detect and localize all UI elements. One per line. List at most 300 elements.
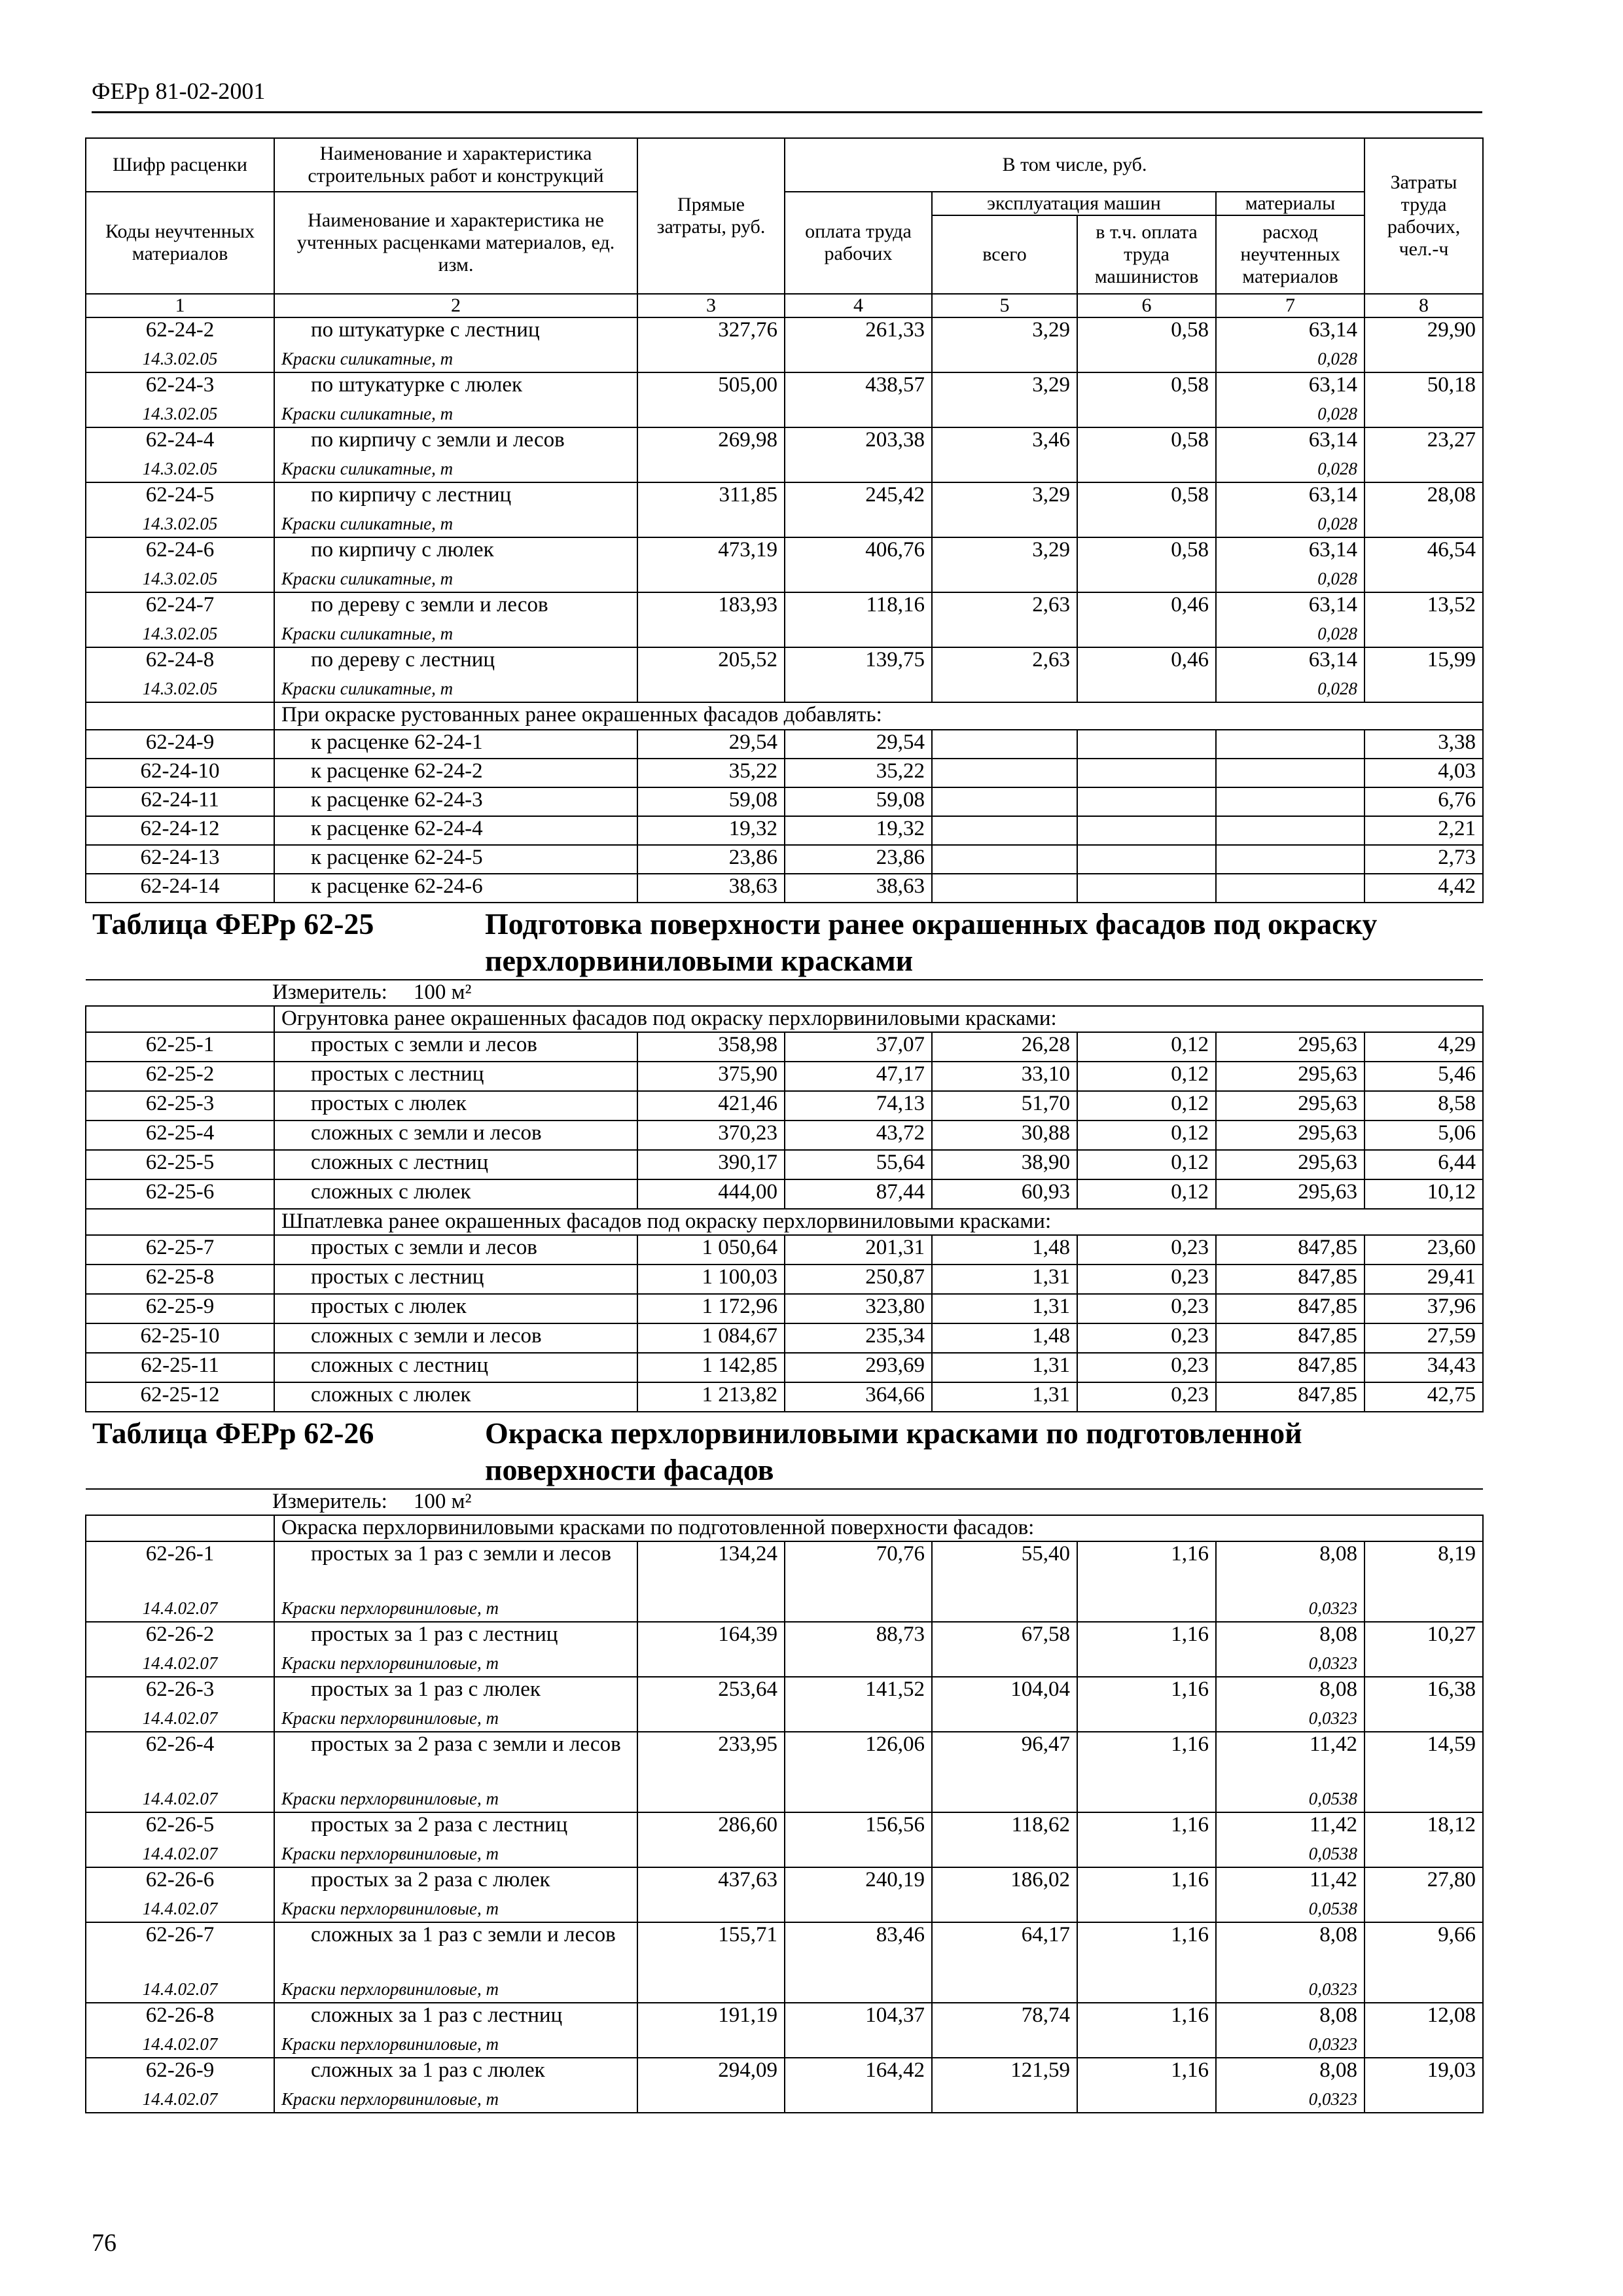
direct-costs: 59,08 bbox=[637, 787, 785, 816]
material-row bbox=[86, 1596, 1483, 1622]
empty-cell bbox=[932, 1787, 1077, 1812]
measure-label: Измеритель: bbox=[272, 980, 387, 1004]
rate-row bbox=[86, 1812, 1483, 1842]
rate-row bbox=[86, 1382, 1483, 1412]
section-note: При окраске рустованных ранее окрашенных фасадов добавлять: bbox=[274, 702, 1483, 730]
labor-hours: 2,21 bbox=[1364, 816, 1483, 845]
machines-total: 1,31 bbox=[932, 1353, 1077, 1382]
empty-cell bbox=[1364, 1651, 1483, 1677]
material-code: 14.3.02.05 bbox=[86, 622, 274, 647]
materials-cost: 295,63 bbox=[1216, 1091, 1364, 1121]
empty-cell bbox=[1077, 347, 1216, 372]
empty-cell bbox=[1077, 874, 1216, 903]
empty-cell bbox=[1077, 787, 1216, 816]
table-title-row bbox=[86, 903, 1483, 980]
material-row bbox=[86, 1977, 1483, 2003]
page-number: 76 bbox=[92, 2229, 116, 2257]
worker-wages: 240,19 bbox=[785, 1867, 932, 1897]
machine-operators-wages: 0,46 bbox=[1077, 592, 1216, 622]
empty-cell bbox=[785, 1842, 932, 1867]
empty-cell bbox=[1216, 759, 1364, 787]
labor-hours: 13,52 bbox=[1364, 592, 1483, 622]
worker-wages: 203,38 bbox=[785, 427, 932, 457]
work-description: по кирпичу с люлек bbox=[274, 537, 637, 567]
rate-code: 62-24-3 bbox=[86, 372, 274, 402]
machines-total: 67,58 bbox=[932, 1622, 1077, 1651]
material-name: Краски силикатные, т bbox=[274, 622, 637, 647]
empty-cell bbox=[637, 1706, 785, 1732]
machine-operators-wages: 0,12 bbox=[1077, 1121, 1216, 1150]
material-code: 14.3.02.05 bbox=[86, 402, 274, 427]
measure bbox=[86, 1489, 1483, 1515]
machine-operators-wages: 0,12 bbox=[1077, 1150, 1216, 1179]
empty-cell bbox=[637, 2032, 785, 2058]
machine-operators-wages: 0,23 bbox=[1077, 1294, 1216, 1323]
rate-code: 62-24-9 bbox=[86, 730, 274, 759]
rate-row bbox=[86, 1179, 1483, 1209]
rate-row bbox=[86, 1294, 1483, 1323]
labor-hours: 3,38 bbox=[1364, 730, 1483, 759]
labor-hours: 2,73 bbox=[1364, 845, 1483, 874]
machines-total: 1,31 bbox=[932, 1265, 1077, 1294]
direct-costs: 183,93 bbox=[637, 592, 785, 622]
worker-wages: 35,22 bbox=[785, 759, 932, 787]
machines-total: 3,29 bbox=[932, 317, 1077, 347]
direct-costs: 1 142,85 bbox=[637, 1353, 785, 1382]
worker-wages: 38,63 bbox=[785, 874, 932, 903]
labor-hours: 6,76 bbox=[1364, 787, 1483, 816]
header-rule bbox=[92, 111, 1482, 113]
section-note-row bbox=[86, 1209, 1483, 1235]
material-code: 14.4.02.07 bbox=[86, 1897, 274, 1922]
machine-operators-wages: 1,16 bbox=[1077, 2003, 1216, 2032]
worker-wages: 156,56 bbox=[785, 1812, 932, 1842]
direct-costs: 1 100,03 bbox=[637, 1265, 785, 1294]
direct-costs: 38,63 bbox=[637, 874, 785, 903]
col-number: 3 bbox=[637, 294, 785, 317]
col-machines-total-header: всего bbox=[932, 215, 1077, 294]
worker-wages: 323,80 bbox=[785, 1294, 932, 1323]
worker-wages: 141,52 bbox=[785, 1677, 932, 1706]
work-description: сложных с люлек bbox=[274, 1382, 637, 1412]
empty-cell bbox=[785, 402, 932, 427]
empty-cell bbox=[932, 1977, 1077, 2003]
material-code: 14.4.02.07 bbox=[86, 1706, 274, 1732]
direct-costs: 29,54 bbox=[637, 730, 785, 759]
empty-cell bbox=[637, 567, 785, 592]
work-description: простых с люлек bbox=[274, 1091, 637, 1121]
direct-costs: 35,22 bbox=[637, 759, 785, 787]
empty-cell bbox=[1216, 845, 1364, 874]
worker-wages: 245,42 bbox=[785, 482, 932, 512]
rate-row bbox=[86, 1922, 1483, 1977]
material-quantity: 0,028 bbox=[1216, 512, 1364, 537]
rate-code: 62-25-4 bbox=[86, 1121, 274, 1150]
rate-code: 62-26-7 bbox=[86, 1922, 274, 1977]
material-quantity: 0,0323 bbox=[1216, 2032, 1364, 2058]
empty-cell bbox=[932, 845, 1077, 874]
machines-total: 1,31 bbox=[932, 1382, 1077, 1412]
rate-row bbox=[86, 1091, 1483, 1121]
empty-cell bbox=[1364, 402, 1483, 427]
machine-operators-wages: 0,12 bbox=[1077, 1032, 1216, 1062]
material-name: Краски силикатные, т bbox=[274, 402, 637, 427]
direct-costs: 437,63 bbox=[637, 1867, 785, 1897]
machines-total: 2,63 bbox=[932, 647, 1077, 677]
worker-wages: 70,76 bbox=[785, 1541, 932, 1596]
work-description: сложных с лестниц bbox=[274, 1353, 637, 1382]
worker-wages: 406,76 bbox=[785, 537, 932, 567]
machine-operators-wages: 0,58 bbox=[1077, 482, 1216, 512]
material-row bbox=[86, 1897, 1483, 1922]
material-code: 14.4.02.07 bbox=[86, 1842, 274, 1867]
material-name: Краски перхлорвиниловые, т bbox=[274, 1977, 637, 2003]
machine-operators-wages: 1,16 bbox=[1077, 1677, 1216, 1706]
machines-total: 78,74 bbox=[932, 2003, 1077, 2032]
material-code: 14.4.02.07 bbox=[86, 1977, 274, 2003]
empty-cell bbox=[932, 730, 1077, 759]
direct-costs: 134,24 bbox=[637, 1541, 785, 1596]
table-title bbox=[86, 903, 1483, 980]
empty-cell bbox=[932, 622, 1077, 647]
empty-cell bbox=[932, 1897, 1077, 1922]
material-code: 14.3.02.05 bbox=[86, 677, 274, 702]
direct-costs: 205,52 bbox=[637, 647, 785, 677]
material-row bbox=[86, 457, 1483, 482]
material-code: 14.4.02.07 bbox=[86, 2087, 274, 2113]
empty-cell bbox=[1077, 567, 1216, 592]
rate-code: 62-24-13 bbox=[86, 845, 274, 874]
machines-total: 186,02 bbox=[932, 1867, 1077, 1897]
materials-cost: 63,14 bbox=[1216, 537, 1364, 567]
labor-hours: 27,80 bbox=[1364, 1867, 1483, 1897]
material-name: Краски перхлорвиниловые, т bbox=[274, 2087, 637, 2113]
empty-cell bbox=[932, 787, 1077, 816]
machine-operators-wages: 1,16 bbox=[1077, 1922, 1216, 1977]
col-wages-header: оплата труда рабочих bbox=[785, 192, 932, 294]
labor-hours: 10,12 bbox=[1364, 1179, 1483, 1209]
empty-cell bbox=[1364, 457, 1483, 482]
empty-cell bbox=[1216, 787, 1364, 816]
empty-cell bbox=[637, 347, 785, 372]
direct-costs: 421,46 bbox=[637, 1091, 785, 1121]
rate-row bbox=[86, 874, 1483, 903]
machine-operators-wages: 0,58 bbox=[1077, 372, 1216, 402]
work-description: сложных с люлек bbox=[274, 1179, 637, 1209]
worker-wages: 250,87 bbox=[785, 1265, 932, 1294]
worker-wages: 201,31 bbox=[785, 1235, 932, 1265]
material-name: Краски перхлорвиниловые, т bbox=[274, 1596, 637, 1622]
work-description: простых с земли и лесов bbox=[274, 1235, 637, 1265]
direct-costs: 191,19 bbox=[637, 2003, 785, 2032]
rate-row bbox=[86, 592, 1483, 622]
machine-operators-wages: 0,23 bbox=[1077, 1235, 1216, 1265]
rate-code: 62-24-14 bbox=[86, 874, 274, 903]
empty-cell bbox=[637, 402, 785, 427]
rate-code: 62-26-1 bbox=[86, 1541, 274, 1596]
material-row bbox=[86, 1787, 1483, 1812]
worker-wages: 364,66 bbox=[785, 1382, 932, 1412]
work-description: сложных за 1 раз с лестниц bbox=[274, 2003, 637, 2032]
machine-operators-wages: 0,12 bbox=[1077, 1091, 1216, 1121]
col-number: 4 bbox=[785, 294, 932, 317]
work-description: сложных за 1 раз с люлек bbox=[274, 2058, 637, 2087]
labor-hours: 9,66 bbox=[1364, 1922, 1483, 1977]
material-quantity: 0,0323 bbox=[1216, 1706, 1364, 1732]
work-description: к расценке 62-24-4 bbox=[274, 816, 637, 845]
empty-cell bbox=[932, 2032, 1077, 2058]
labor-hours: 14,59 bbox=[1364, 1732, 1483, 1787]
empty-cell bbox=[1077, 1897, 1216, 1922]
empty-cell bbox=[932, 402, 1077, 427]
worker-wages: 118,16 bbox=[785, 592, 932, 622]
direct-costs: 1 050,64 bbox=[637, 1235, 785, 1265]
direct-costs: 473,19 bbox=[637, 537, 785, 567]
work-description: по дереву с лестниц bbox=[274, 647, 637, 677]
measure-label: Измеритель: bbox=[272, 1490, 387, 1513]
machines-total: 2,63 bbox=[932, 592, 1077, 622]
material-quantity: 0,028 bbox=[1216, 677, 1364, 702]
empty-cell bbox=[785, 1651, 932, 1677]
empty-cell bbox=[785, 457, 932, 482]
rate-code: 62-26-5 bbox=[86, 1812, 274, 1842]
materials-cost: 8,08 bbox=[1216, 2058, 1364, 2087]
empty-cell bbox=[932, 512, 1077, 537]
material-name: Краски силикатные, т bbox=[274, 347, 637, 372]
col-work-header: Наименование и характеристика строительных работ и конструкций bbox=[274, 138, 637, 192]
col-number: 7 bbox=[1216, 294, 1364, 317]
direct-costs: 155,71 bbox=[637, 1922, 785, 1977]
table-title bbox=[86, 1412, 1483, 1489]
empty-cell bbox=[637, 1787, 785, 1812]
rate-code: 62-26-8 bbox=[86, 2003, 274, 2032]
rate-code: 62-26-9 bbox=[86, 2058, 274, 2087]
machine-operators-wages: 1,16 bbox=[1077, 1541, 1216, 1596]
col-number: 5 bbox=[932, 294, 1077, 317]
materials-cost: 295,63 bbox=[1216, 1179, 1364, 1209]
material-quantity: 0,0323 bbox=[1216, 1651, 1364, 1677]
empty-cell bbox=[785, 1897, 932, 1922]
rate-row bbox=[86, 1732, 1483, 1787]
direct-costs: 164,39 bbox=[637, 1622, 785, 1651]
worker-wages: 293,69 bbox=[785, 1353, 932, 1382]
direct-costs: 23,86 bbox=[637, 845, 785, 874]
labor-hours: 23,27 bbox=[1364, 427, 1483, 457]
machine-operators-wages: 0,58 bbox=[1077, 427, 1216, 457]
labor-hours: 29,90 bbox=[1364, 317, 1483, 347]
labor-hours: 4,29 bbox=[1364, 1032, 1483, 1062]
empty-cell bbox=[1364, 1897, 1483, 1922]
direct-costs: 505,00 bbox=[637, 372, 785, 402]
labor-hours: 18,12 bbox=[1364, 1812, 1483, 1842]
empty-cell bbox=[1364, 2032, 1483, 2058]
measure-value: 100 м² bbox=[413, 1490, 472, 1513]
rates-table bbox=[85, 137, 1484, 2113]
material-name: Краски силикатные, т bbox=[274, 457, 637, 482]
material-code: 14.4.02.07 bbox=[86, 1651, 274, 1677]
rate-code: 62-25-7 bbox=[86, 1235, 274, 1265]
labor-hours: 27,59 bbox=[1364, 1323, 1483, 1353]
empty-cell bbox=[932, 677, 1077, 702]
rate-row bbox=[86, 647, 1483, 677]
measure-row bbox=[86, 1489, 1483, 1515]
worker-wages: 43,72 bbox=[785, 1121, 932, 1150]
rate-row bbox=[86, 1353, 1483, 1382]
worker-wages: 87,44 bbox=[785, 1179, 932, 1209]
materials-cost: 63,14 bbox=[1216, 647, 1364, 677]
labor-hours: 34,43 bbox=[1364, 1353, 1483, 1382]
work-description: сложных с лестниц bbox=[274, 1150, 637, 1179]
empty-cell bbox=[1077, 1787, 1216, 1812]
labor-hours: 15,99 bbox=[1364, 647, 1483, 677]
material-name: Краски перхлорвиниловые, т bbox=[274, 1706, 637, 1732]
empty-cell bbox=[1077, 759, 1216, 787]
empty-cell bbox=[1364, 1977, 1483, 2003]
work-description: к расценке 62-24-1 bbox=[274, 730, 637, 759]
empty-cell bbox=[1216, 874, 1364, 903]
machines-total: 33,10 bbox=[932, 1062, 1077, 1091]
materials-cost: 8,08 bbox=[1216, 2003, 1364, 2032]
section-note-row bbox=[86, 1515, 1483, 1541]
empty-cell bbox=[637, 457, 785, 482]
machine-operators-wages: 0,23 bbox=[1077, 1323, 1216, 1353]
column-numbers-row bbox=[86, 294, 1483, 317]
direct-costs: 370,23 bbox=[637, 1121, 785, 1150]
material-row bbox=[86, 2032, 1483, 2058]
machines-total: 3,29 bbox=[932, 537, 1077, 567]
empty-cell bbox=[932, 347, 1077, 372]
materials-cost: 295,63 bbox=[1216, 1121, 1364, 1150]
empty-cell bbox=[1364, 622, 1483, 647]
rate-row bbox=[86, 1121, 1483, 1150]
empty-cell bbox=[637, 1842, 785, 1867]
rate-code: 62-24-4 bbox=[86, 427, 274, 457]
rate-code: 62-24-6 bbox=[86, 537, 274, 567]
labor-hours: 16,38 bbox=[1364, 1677, 1483, 1706]
empty-cell bbox=[1364, 677, 1483, 702]
materials-cost: 295,63 bbox=[1216, 1062, 1364, 1091]
rate-row bbox=[86, 845, 1483, 874]
rate-row bbox=[86, 1032, 1483, 1062]
work-description: по дереву с земли и лесов bbox=[274, 592, 637, 622]
empty-cell bbox=[86, 1006, 274, 1032]
materials-cost: 8,08 bbox=[1216, 1622, 1364, 1651]
empty-cell bbox=[1077, 1706, 1216, 1732]
empty-cell bbox=[785, 2032, 932, 2058]
empty-cell bbox=[1364, 1706, 1483, 1732]
empty-cell bbox=[637, 1897, 785, 1922]
machines-total: 104,04 bbox=[932, 1677, 1077, 1706]
material-quantity: 0,028 bbox=[1216, 567, 1364, 592]
labor-hours: 42,75 bbox=[1364, 1382, 1483, 1412]
empty-cell bbox=[1077, 1977, 1216, 2003]
material-code: 14.3.02.05 bbox=[86, 512, 274, 537]
machines-total: 64,17 bbox=[932, 1922, 1077, 1977]
material-row bbox=[86, 567, 1483, 592]
empty-cell bbox=[785, 1706, 932, 1732]
empty-cell bbox=[1077, 457, 1216, 482]
material-name: Краски перхлорвиниловые, т bbox=[274, 1897, 637, 1922]
work-description: по штукатурке с лестниц bbox=[274, 317, 637, 347]
materials-cost: 295,63 bbox=[1216, 1032, 1364, 1062]
empty-cell bbox=[932, 457, 1077, 482]
col-matcode-header: Коды неучтенных материалов bbox=[86, 192, 274, 294]
empty-cell bbox=[86, 1209, 274, 1235]
col-unaccounted-header: расход неучтенных материалов bbox=[1216, 215, 1364, 294]
labor-hours: 5,46 bbox=[1364, 1062, 1483, 1091]
empty-cell bbox=[637, 677, 785, 702]
col-labor-header: Затраты труда рабочих, чел.-ч bbox=[1364, 138, 1483, 294]
rate-code: 62-24-11 bbox=[86, 787, 274, 816]
machine-operators-wages: 0,23 bbox=[1077, 1265, 1216, 1294]
material-name: Краски перхлорвиниловые, т bbox=[274, 1787, 637, 1812]
labor-hours: 19,03 bbox=[1364, 2058, 1483, 2087]
rate-code: 62-25-12 bbox=[86, 1382, 274, 1412]
machine-operators-wages: 1,16 bbox=[1077, 1867, 1216, 1897]
empty-cell bbox=[1364, 567, 1483, 592]
material-name: Краски перхлорвиниловые, т bbox=[274, 1651, 637, 1677]
work-description: простых за 1 раз с земли и лесов bbox=[274, 1541, 637, 1596]
material-code: 14.3.02.05 bbox=[86, 457, 274, 482]
empty-cell bbox=[785, 567, 932, 592]
material-code: 14.3.02.05 bbox=[86, 567, 274, 592]
direct-costs: 327,76 bbox=[637, 317, 785, 347]
empty-cell bbox=[1077, 1651, 1216, 1677]
materials-cost: 63,14 bbox=[1216, 427, 1364, 457]
rate-row bbox=[86, 1235, 1483, 1265]
labor-hours: 37,96 bbox=[1364, 1294, 1483, 1323]
direct-costs: 444,00 bbox=[637, 1179, 785, 1209]
rate-code: 62-25-8 bbox=[86, 1265, 274, 1294]
direct-costs: 1 172,96 bbox=[637, 1294, 785, 1323]
materials-cost: 8,08 bbox=[1216, 1541, 1364, 1596]
rate-code: 62-24-5 bbox=[86, 482, 274, 512]
worker-wages: 104,37 bbox=[785, 2003, 932, 2032]
materials-cost: 8,08 bbox=[1216, 1922, 1364, 1977]
empty-cell bbox=[1077, 1842, 1216, 1867]
col-materials-header: материалы bbox=[1216, 192, 1364, 215]
work-description: простых за 1 раз с лестниц bbox=[274, 1622, 637, 1651]
materials-cost: 295,63 bbox=[1216, 1150, 1364, 1179]
measure-value: 100 м² bbox=[413, 980, 472, 1004]
machine-operators-wages: 0,46 bbox=[1077, 647, 1216, 677]
work-description: сложных с земли и лесов bbox=[274, 1323, 637, 1353]
rate-row bbox=[86, 1062, 1483, 1091]
material-row bbox=[86, 402, 1483, 427]
materials-cost: 8,08 bbox=[1216, 1677, 1364, 1706]
material-row bbox=[86, 347, 1483, 372]
materials-cost: 11,42 bbox=[1216, 1732, 1364, 1787]
section-note: Окраска перхлорвиниловыми красками по подготовленной поверхности фасадов: bbox=[274, 1515, 1483, 1541]
empty-cell bbox=[1364, 1787, 1483, 1812]
material-name: Краски перхлорвиниловые, т bbox=[274, 2032, 637, 2058]
rate-code: 62-24-7 bbox=[86, 592, 274, 622]
rate-code: 62-26-2 bbox=[86, 1622, 274, 1651]
empty-cell bbox=[1364, 347, 1483, 372]
section-note: Шпатлевка ранее окрашенных фасадов под окраску перхлорвиниловыми красками: bbox=[274, 1209, 1483, 1235]
worker-wages: 55,64 bbox=[785, 1150, 932, 1179]
worker-wages: 139,75 bbox=[785, 647, 932, 677]
material-name: Краски силикатные, т bbox=[274, 677, 637, 702]
col-matname-header: Наименование и характеристика не учтенных расценками материалов, ед. изм. bbox=[274, 192, 637, 294]
empty-cell bbox=[932, 874, 1077, 903]
col-group-header: В том числе, руб. bbox=[785, 138, 1364, 192]
direct-costs: 311,85 bbox=[637, 482, 785, 512]
machine-operators-wages: 1,16 bbox=[1077, 1732, 1216, 1787]
material-row bbox=[86, 512, 1483, 537]
machines-total: 38,90 bbox=[932, 1150, 1077, 1179]
rate-row bbox=[86, 427, 1483, 457]
